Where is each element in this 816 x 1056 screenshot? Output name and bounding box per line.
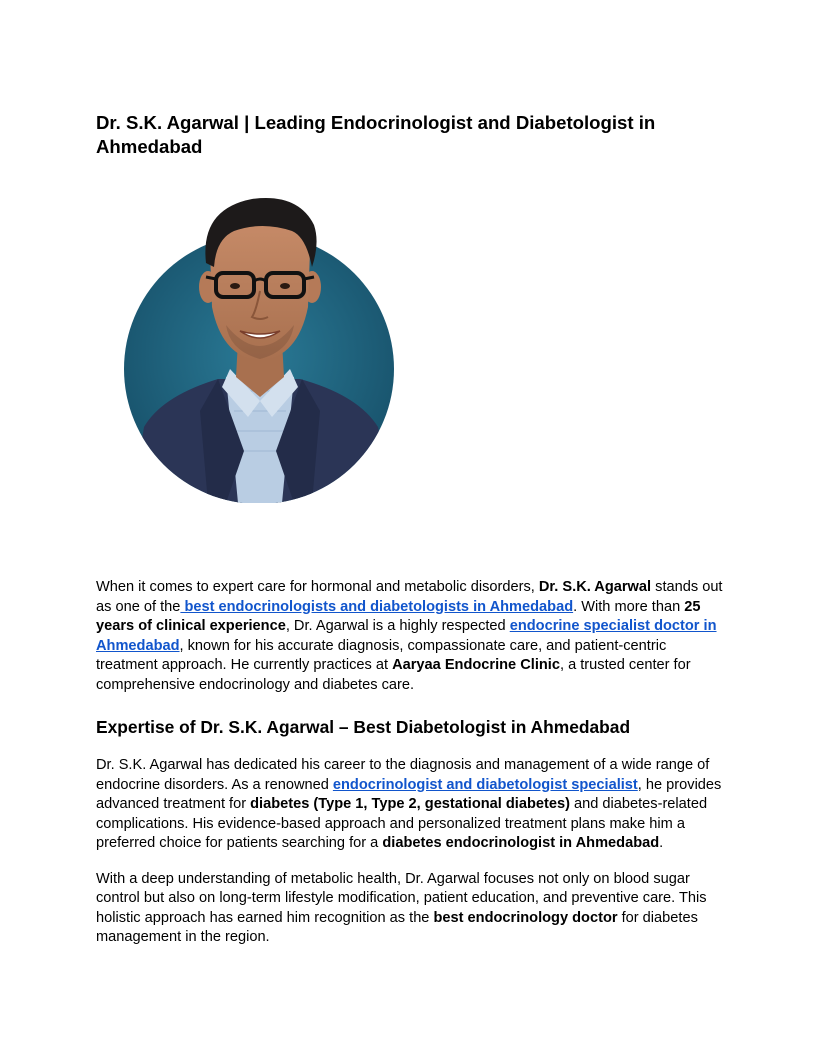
expertise-paragraph-1 <box>96 756 726 854</box>
expertise-text-4: . <box>659 835 664 851</box>
intro-clinic-name: Aaryaa Endocrine Clinic <box>392 657 560 673</box>
intro-text-1: When it comes to expert care for hormonal and metabolic disorders, <box>96 579 539 595</box>
expertise-paragraph-2 <box>96 870 726 948</box>
intro-text-4: , Dr. Agarwal is a highly respected <box>285 618 510 634</box>
link-endocrinologist-specialist[interactable]: endocrinologist and diabetologist specialist <box>332 776 638 793</box>
section-heading-expertise: Expertise of Dr. S.K. Agarwal – Best Diabetologist in Ahmedabad <box>96 717 631 737</box>
intro-text-3: . With more than <box>573 598 685 615</box>
page-title: Dr. S.K. Agarwal | Leading Endocrinologist and Diabetologist in Ahmedabad <box>96 112 656 157</box>
holistic-text-1: With a deep understanding of metabolic health, Dr. Agarwal focuses not only on blood sugar control but also on long-term lifestyle modification, patient education, and preventive care. This holistic approach has earned him recognition as the <box>96 870 707 926</box>
expertise-text-2: , he provides advanced treatment for <box>96 776 722 812</box>
expertise-text-3: and diabetes-related complications. His evidence-based approach and personalized treatment plans make him a preferred choice for patients searching for a <box>96 796 708 851</box>
expertise-diabetes-types: diabetes (Type 1, Type 2, gestational diabetes) <box>250 796 570 812</box>
intro-doctor-name: Dr. S.K. Agarwal <box>538 579 652 595</box>
link-best-endocrinologists[interactable]: best endocrinologists and diabetologists in Ahmedabad <box>180 598 574 615</box>
holistic-text-2: for diabetes management in the region. <box>96 909 698 945</box>
doctor-portrait-image <box>122 191 396 503</box>
expertise-text-1: Dr. S.K. Agarwal has dedicated his career to the diagnosis and management of a wide range of endocrine disorders. As a renowned <box>96 757 710 793</box>
intro-text-6: , a trusted center for comprehensive endocrinology and diabetes care. <box>96 657 691 693</box>
intro-experience: 25 years of clinical experience <box>96 598 701 634</box>
document-page <box>96 111 726 948</box>
holistic-best-doctor: best endocrinology doctor <box>433 909 618 926</box>
intro-text-5: , known for his accurate diagnosis, compassionate care, and patient-centric treatment approach. He currently practices at <box>96 637 667 673</box>
link-endocrine-specialist[interactable]: endocrine specialist doctor in Ahmedabad <box>96 618 717 654</box>
expertise-diabetes-endocrinologist: diabetes endocrinologist in Ahmedabad <box>382 835 660 851</box>
doctor-portrait <box>122 191 396 503</box>
intro-paragraph <box>96 578 726 695</box>
intro-text-2: stands out as one of the <box>96 579 723 615</box>
